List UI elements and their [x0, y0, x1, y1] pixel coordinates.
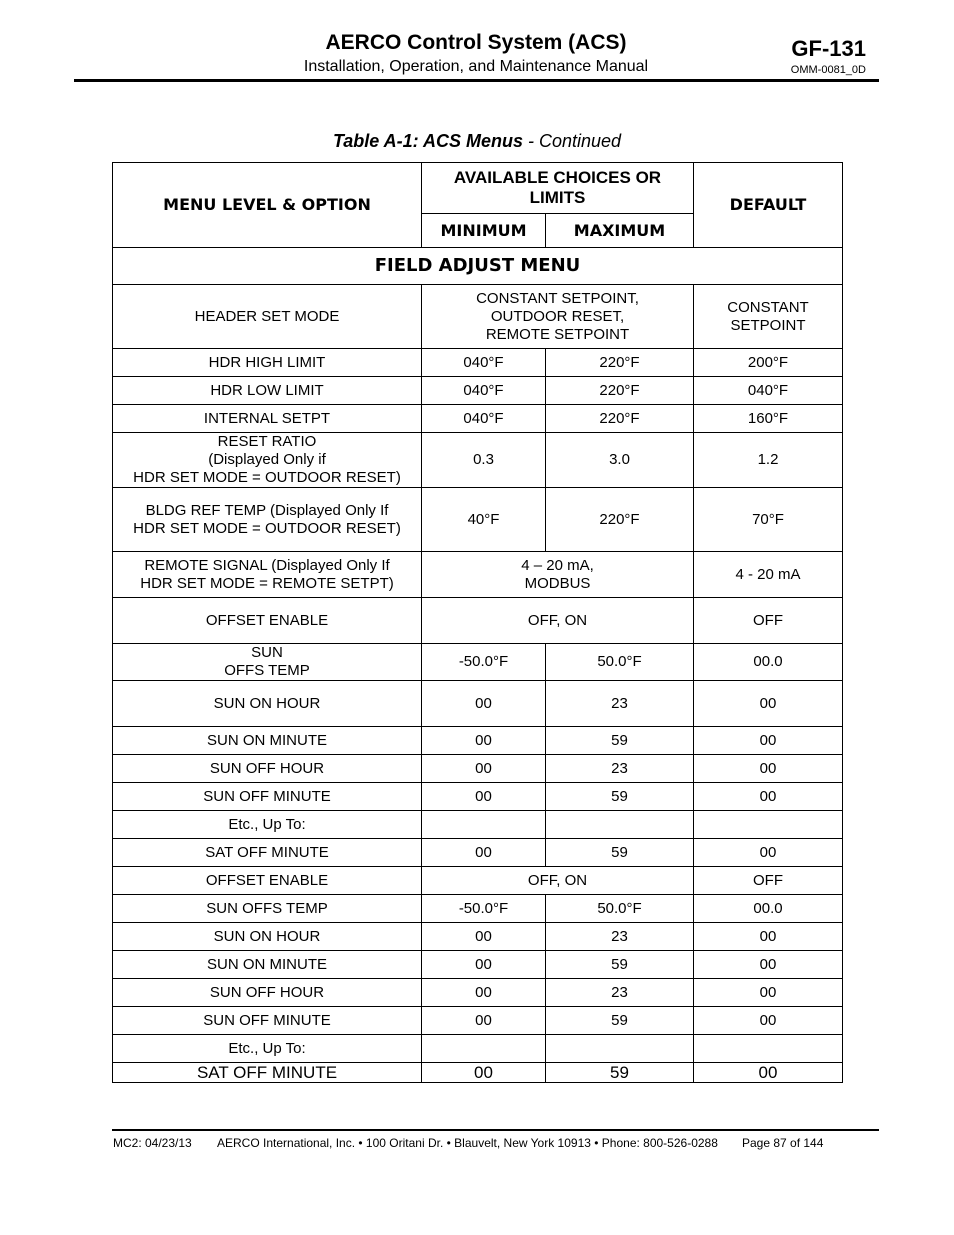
maximum-cell [546, 811, 694, 839]
default-cell: 00 [694, 923, 843, 951]
table-row [113, 285, 843, 349]
default-cell: 00 [694, 951, 843, 979]
document-title: AERCO Control System (ACS) [325, 31, 627, 54]
option-cell: Etc., Up To: [113, 1035, 422, 1063]
acs-menu-table [112, 162, 843, 1083]
table-row [113, 867, 843, 895]
option-cell: HDR HIGH LIMIT [113, 349, 422, 377]
default-cell: 00 [694, 681, 843, 727]
default-cell: CONSTANT SETPOINT [694, 285, 843, 349]
option-cell: SUN ON MINUTE [113, 727, 422, 755]
minimum-cell: 040°F [422, 405, 546, 433]
minimum-cell [422, 1035, 546, 1063]
default-cell: 4 - 20 mA [694, 552, 843, 598]
default-cell: 00 [694, 979, 843, 1007]
default-cell: 00.0 [694, 895, 843, 923]
option-cell: BLDG REF TEMP (Displayed Only If HDR SET MODE = OUTDOOR RESET) [113, 488, 422, 552]
table-row [113, 1007, 843, 1035]
table-row [113, 598, 843, 644]
default-cell: 00.0 [694, 644, 843, 681]
minimum-cell: 0.3 [422, 433, 546, 488]
option-cell: SUN OFFS TEMP [113, 644, 422, 681]
minimum-cell: 040°F [422, 377, 546, 405]
option-cell: SUN ON HOUR [113, 923, 422, 951]
footer-revision-date: MC2: 04/23/13 [113, 1136, 192, 1150]
header-menu-level: MENU LEVEL & OPTION [113, 163, 422, 248]
choices-cell: CONSTANT SETPOINT, OUTDOOR RESET, REMOTE SETPOINT [422, 285, 694, 349]
maximum-cell: 220°F [546, 349, 694, 377]
table-row [113, 1063, 843, 1083]
maximum-cell: 50.0°F [546, 644, 694, 681]
header-rule [74, 79, 879, 82]
maximum-cell: 59 [546, 839, 694, 867]
header-maximum: MAXIMUM [546, 214, 694, 248]
minimum-cell: 00 [422, 755, 546, 783]
maximum-cell [546, 1035, 694, 1063]
default-cell [694, 1035, 843, 1063]
minimum-cell: 40°F [422, 488, 546, 552]
table-row [113, 755, 843, 783]
default-cell: 00 [694, 1007, 843, 1035]
option-cell: HEADER SET MODE [113, 285, 422, 349]
choices-cell: 4 – 20 mA, MODBUS [422, 552, 694, 598]
table-row [113, 895, 843, 923]
footer-page-number: Page 87 of 144 [742, 1136, 824, 1150]
minimum-cell: 00 [422, 979, 546, 1007]
option-cell: Etc., Up To: [113, 811, 422, 839]
minimum-cell: 00 [422, 727, 546, 755]
minimum-cell [422, 811, 546, 839]
header-minimum: MINIMUM [422, 214, 546, 248]
table-row [113, 552, 843, 598]
option-cell: OFFSET ENABLE [113, 867, 422, 895]
option-cell: SUN OFF HOUR [113, 755, 422, 783]
table-row [113, 839, 843, 867]
minimum-cell: 040°F [422, 349, 546, 377]
default-cell: 70°F [694, 488, 843, 552]
table-row [113, 433, 843, 488]
default-cell: 200°F [694, 349, 843, 377]
maximum-cell: 23 [546, 923, 694, 951]
footer-rule [112, 1129, 879, 1131]
default-cell [694, 811, 843, 839]
default-cell: 00 [694, 839, 843, 867]
table-row [113, 951, 843, 979]
choices-cell: OFF, ON [422, 867, 694, 895]
maximum-cell: 59 [546, 1007, 694, 1035]
maximum-cell: 59 [546, 783, 694, 811]
maximum-cell: 59 [546, 727, 694, 755]
table-row [113, 979, 843, 1007]
table-row [113, 405, 843, 433]
default-cell: 00 [694, 783, 843, 811]
table-row [113, 488, 843, 552]
minimum-cell: 00 [422, 923, 546, 951]
minimum-cell: -50.0°F [422, 895, 546, 923]
maximum-cell: 23 [546, 755, 694, 783]
table-row [113, 727, 843, 755]
document-number: GF-131 [791, 36, 866, 61]
maximum-cell: 50.0°F [546, 895, 694, 923]
table-row [113, 681, 843, 727]
option-cell: OFFSET ENABLE [113, 598, 422, 644]
option-cell: INTERNAL SETPT [113, 405, 422, 433]
option-cell: REMOTE SIGNAL (Displayed Only If HDR SET MODE = REMOTE SETPT) [113, 552, 422, 598]
table-row [113, 783, 843, 811]
default-cell: OFF [694, 598, 843, 644]
default-cell: OFF [694, 867, 843, 895]
table-row [113, 1035, 843, 1063]
option-cell: SAT OFF MINUTE [113, 1063, 422, 1083]
choices-cell: OFF, ON [422, 598, 694, 644]
maximum-cell: 220°F [546, 377, 694, 405]
maximum-cell: 220°F [546, 488, 694, 552]
header-default: DEFAULT [694, 163, 843, 248]
minimum-cell: 00 [422, 1063, 546, 1083]
table-caption-title: Table A-1: ACS Menus [332, 131, 523, 151]
minimum-cell: 00 [422, 1007, 546, 1035]
option-cell: SUN OFF HOUR [113, 979, 422, 1007]
option-cell: HDR LOW LIMIT [113, 377, 422, 405]
option-cell: SUN ON HOUR [113, 681, 422, 727]
option-cell: RESET RATIO (Displayed Only if HDR SET MODE = OUTDOOR RESET) [113, 433, 422, 488]
table-row [113, 644, 843, 681]
document-subtitle: Installation, Operation, and Maintenance Manual [303, 58, 649, 75]
default-cell: 00 [694, 755, 843, 783]
default-cell: 00 [694, 727, 843, 755]
default-cell: 160°F [694, 405, 843, 433]
option-cell: SUN OFF MINUTE [113, 783, 422, 811]
header-choices-limits: AVAILABLE CHOICES OR LIMITS [422, 163, 694, 214]
default-cell: 00 [694, 1063, 843, 1083]
table-caption-continued: - Continued [522, 131, 622, 151]
maximum-cell: 3.0 [546, 433, 694, 488]
option-cell: SUN OFFS TEMP [113, 895, 422, 923]
option-cell: SUN ON MINUTE [113, 951, 422, 979]
minimum-cell: 00 [422, 839, 546, 867]
option-cell: SAT OFF MINUTE [113, 839, 422, 867]
option-cell: SUN OFF MINUTE [113, 1007, 422, 1035]
default-cell: 1.2 [694, 433, 843, 488]
minimum-cell: -50.0°F [422, 644, 546, 681]
maximum-cell: 220°F [546, 405, 694, 433]
minimum-cell: 00 [422, 951, 546, 979]
table-row [113, 811, 843, 839]
table-row [113, 377, 843, 405]
default-cell: 040°F [694, 377, 843, 405]
maximum-cell: 23 [546, 681, 694, 727]
table-row [113, 349, 843, 377]
maximum-cell: 59 [546, 1063, 694, 1083]
table-caption [0, 130, 954, 152]
section-title: FIELD ADJUST MENU [113, 248, 843, 285]
minimum-cell: 00 [422, 783, 546, 811]
maximum-cell: 23 [546, 979, 694, 1007]
footer-company: AERCO International, Inc. • 100 Oritani Dr. • Blauvelt, New York 10913 • Phone: 800-526-0288 [217, 1136, 718, 1150]
document-revision: OMM-0081_0D [790, 64, 866, 76]
maximum-cell: 59 [546, 951, 694, 979]
table-row [113, 923, 843, 951]
minimum-cell: 00 [422, 681, 546, 727]
